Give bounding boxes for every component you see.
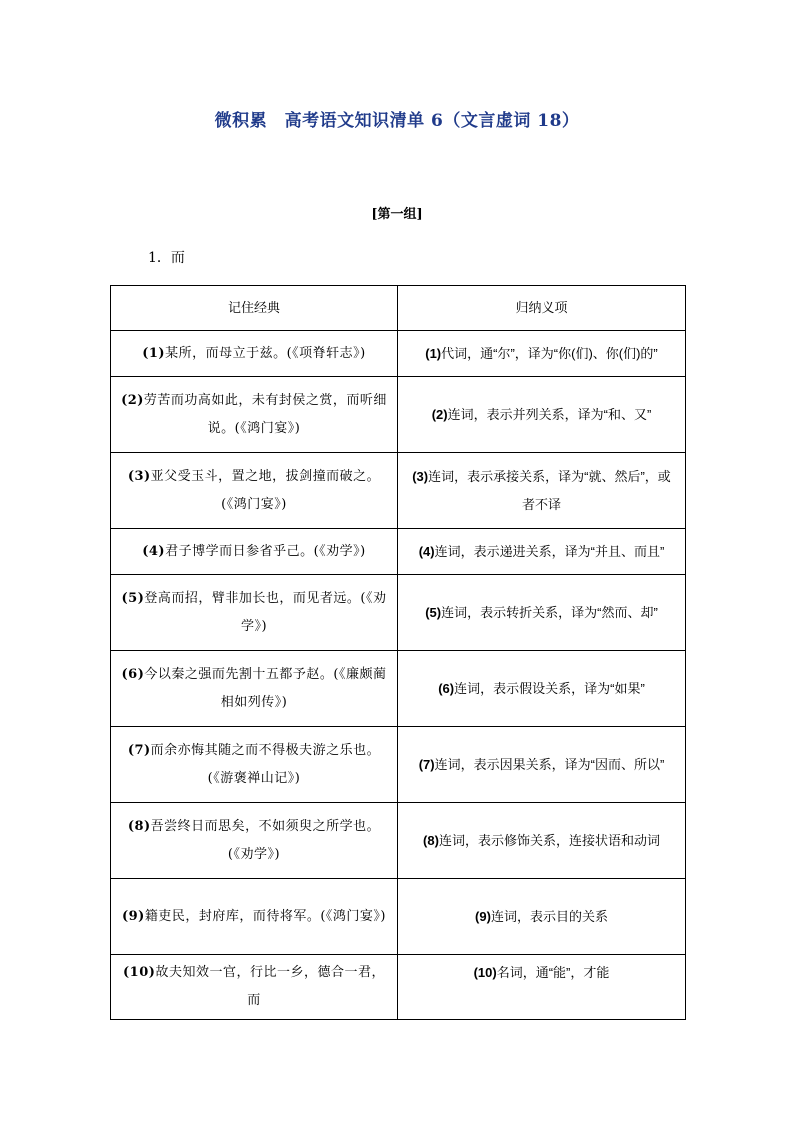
row-number: (5) xyxy=(425,604,442,620)
example-cell xyxy=(111,879,398,955)
example-cell xyxy=(111,803,398,879)
item-heading: 1．而 xyxy=(148,250,185,266)
example-text: 君子博学而日参省乎己。(《劝学》) xyxy=(165,543,366,559)
meaning-cell xyxy=(398,955,686,1020)
column-header-meanings: 归纳义项 xyxy=(398,286,686,331)
row-number: (6) xyxy=(438,680,455,696)
meaning-text: 连词，表示承接关系，译为“就、然后”，或者不译 xyxy=(428,468,671,512)
meaning-cell xyxy=(398,529,686,575)
meaning-cell xyxy=(398,879,686,955)
meaning-text: 连词，表示转折关系，译为“然而、却” xyxy=(441,604,658,620)
example-text: 而余亦悔其随之而不得极夫游之乐也。(《游褒禅山记》) xyxy=(150,742,381,786)
row-number: (4) xyxy=(142,543,166,559)
row-number: (3) xyxy=(127,468,151,484)
row-number: (4) xyxy=(418,543,435,559)
column-header-examples: 记住经典 xyxy=(111,286,398,331)
table-row xyxy=(111,651,686,727)
row-number: (10) xyxy=(473,965,497,980)
table-row xyxy=(111,575,686,651)
example-text: 亚父受玉斗，置之地，拔剑撞而破之。(《鸿门宴》) xyxy=(150,468,381,512)
meaning-text: 代词，通“尔”，译为“你(们)、你(们)的” xyxy=(441,345,658,361)
row-number: (1) xyxy=(425,345,442,361)
meaning-text: 连词，表示递进关系，译为“并且、而且” xyxy=(434,543,665,559)
meaning-cell xyxy=(398,453,686,529)
example-cell xyxy=(111,575,398,651)
example-text: 故夫知效一官，行比一乡，德合一君，而 xyxy=(155,965,385,1008)
meaning-cell xyxy=(398,575,686,651)
meaning-text: 连词，表示假设关系，译为“如果” xyxy=(454,680,645,696)
meaning-cell xyxy=(398,331,686,377)
example-cell xyxy=(111,331,398,377)
example-text: 籍吏民，封府库，而待将军。(《鸿门宴》) xyxy=(144,908,386,924)
meaning-cell xyxy=(398,377,686,453)
row-number: (9) xyxy=(121,908,145,924)
example-text: 劳苦而功高如此，未有封侯之赏，而听细说。(《鸿门宴》) xyxy=(143,392,387,436)
row-number: (7) xyxy=(127,742,151,758)
table-row xyxy=(111,331,686,377)
meaning-text: 连词，表示并列关系，译为“和、又” xyxy=(447,406,652,422)
row-number: (9) xyxy=(475,908,491,924)
example-text: 某所，而母立于兹。(《项脊轩志》) xyxy=(165,345,366,361)
example-cell xyxy=(111,529,398,575)
meaning-text: 连词，表示目的关系 xyxy=(490,908,608,924)
row-number: (8) xyxy=(423,832,439,848)
meaning-text: 连词，表示修饰关系，连接状语和动词 xyxy=(438,832,660,848)
example-cell xyxy=(111,651,398,727)
meaning-cell xyxy=(398,651,686,727)
row-number: (7) xyxy=(418,756,435,772)
row-number: (2) xyxy=(121,392,144,408)
table-row xyxy=(111,453,686,529)
row-number: (8) xyxy=(127,818,151,834)
meaning-text: 名词，通“能”，才能 xyxy=(496,965,610,980)
table-row xyxy=(111,377,686,453)
example-cell xyxy=(111,955,398,1020)
row-number: (10) xyxy=(123,965,156,980)
table-row xyxy=(111,803,686,879)
example-text: 吾尝终日而思矣，不如须臾之所学也。(《劝学》) xyxy=(150,818,381,862)
row-number: (3) xyxy=(412,468,429,484)
table-row xyxy=(111,727,686,803)
group-heading: [第一组] xyxy=(371,207,423,222)
example-text: 今以秦之强而先割十五都予赵。(《廉颇蔺相如列传》) xyxy=(144,666,387,710)
example-cell xyxy=(111,453,398,529)
page-title: 微积累 高考语文知识清单 6（文言虚词 18） xyxy=(214,111,580,131)
meaning-cell xyxy=(398,803,686,879)
meaning-text: 连词，表示因果关系，译为“因而、所以” xyxy=(434,756,665,772)
example-text: 登高而招，臂非加长也，而见者远。(《劝学》) xyxy=(144,590,387,634)
function-word-table xyxy=(110,285,686,1020)
row-number: (1) xyxy=(142,345,166,361)
table-header-row xyxy=(111,286,686,331)
example-cell xyxy=(111,727,398,803)
table-row xyxy=(111,879,686,955)
row-number: (6) xyxy=(121,666,145,682)
meaning-cell xyxy=(398,727,686,803)
example-cell xyxy=(111,377,398,453)
row-number: (5) xyxy=(121,590,145,606)
table-row xyxy=(111,955,686,1020)
row-number: (2) xyxy=(431,406,448,422)
table-row xyxy=(111,529,686,575)
